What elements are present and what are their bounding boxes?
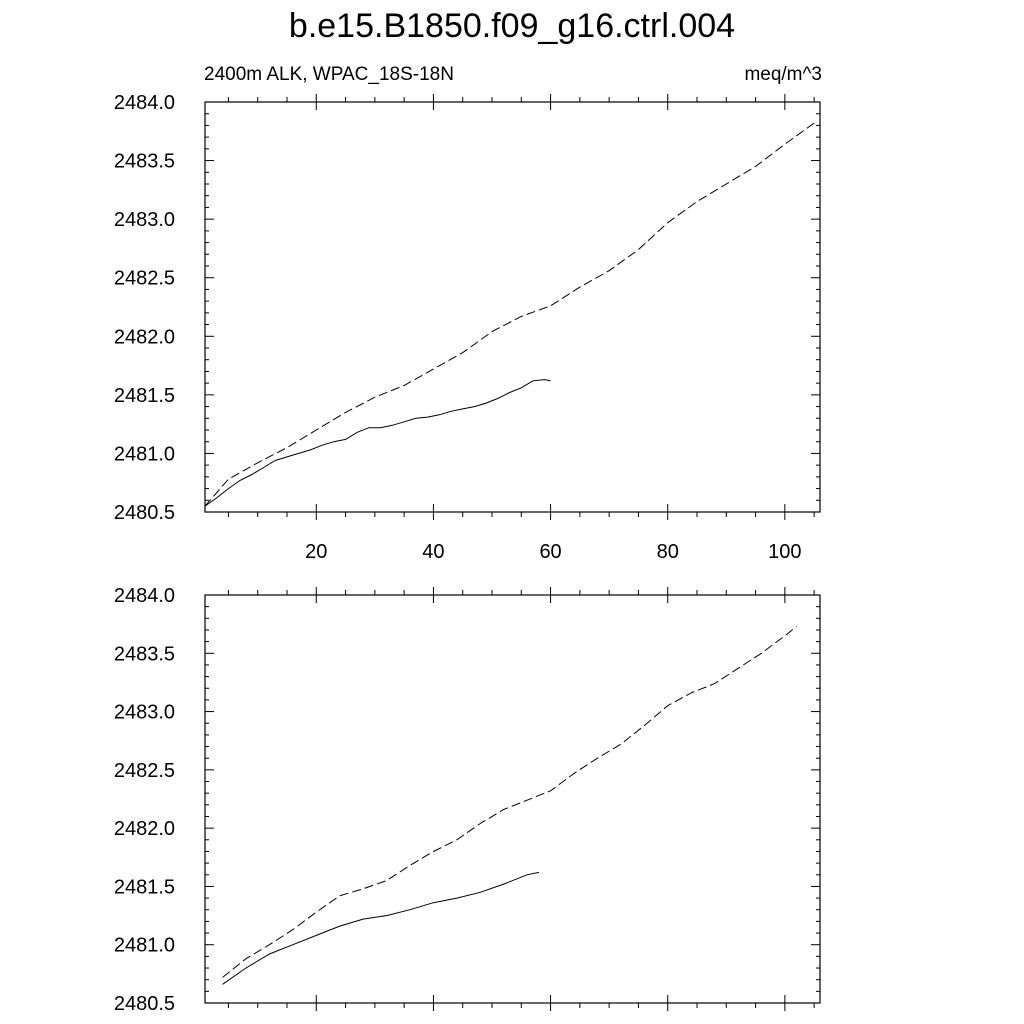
series-line-solid — [223, 872, 539, 984]
bottom-panel — [114, 585, 820, 1015]
plot-frame — [205, 102, 820, 512]
x-tick-label: 20 — [305, 541, 328, 563]
chart-subtitle-variable: 2400m ALK, WPAC_18S-18N — [204, 64, 454, 85]
y-tick-label: 2482.0 — [113, 818, 175, 841]
series-line-solid — [205, 380, 551, 507]
y-tick-label: 2482.5 — [113, 759, 175, 782]
y-tick-label: 2484.0 — [113, 585, 175, 607]
y-tick-label: 2483.5 — [113, 150, 175, 173]
x-tick-label: 40 — [422, 541, 445, 563]
chart-subtitle-units: meq/m^3 — [744, 64, 822, 85]
series-line-dashed — [223, 627, 797, 978]
chart-title: b.e15.B1850.f09_g16.ctrl.004 — [288, 7, 736, 45]
y-tick-label: 2481.0 — [113, 934, 175, 957]
y-tick-label: 2483.0 — [113, 701, 175, 724]
y-tick-label: 2481.5 — [113, 876, 175, 899]
x-tick-label: 80 — [656, 541, 679, 563]
top-panel — [114, 92, 820, 563]
y-tick-label: 2482.0 — [113, 326, 175, 349]
y-tick-label: 2482.5 — [113, 267, 175, 290]
y-tick-label: 2481.5 — [113, 384, 175, 407]
x-tick-label: 100 — [768, 541, 802, 563]
y-tick-label: 2480.5 — [113, 993, 175, 1015]
y-tick-label: 2483.0 — [113, 209, 175, 232]
series-line-dashed — [205, 123, 814, 506]
y-tick-label: 2483.5 — [113, 643, 175, 666]
x-tick-label: 60 — [539, 541, 562, 563]
y-tick-label: 2484.0 — [113, 92, 175, 114]
plot-frame — [205, 595, 820, 1003]
y-tick-label: 2480.5 — [113, 502, 175, 524]
y-tick-label: 2481.0 — [113, 443, 175, 466]
